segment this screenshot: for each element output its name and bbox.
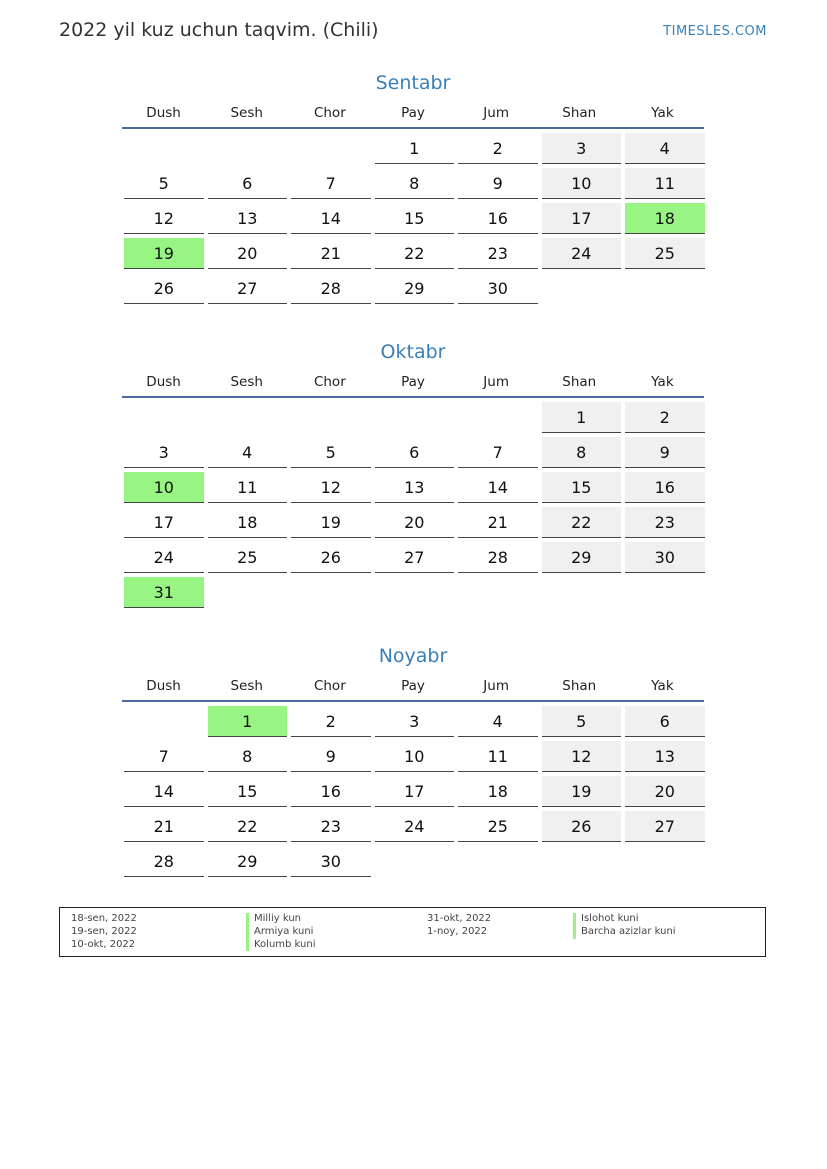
empty-cell — [208, 577, 288, 608]
weekday-label: Pay — [401, 374, 425, 390]
legend-dates-left — [71, 913, 137, 951]
day-cell[interactable]: 27 — [375, 542, 455, 573]
day-cell[interactable]: 9 — [458, 168, 538, 199]
weekday-label: Dush — [146, 105, 181, 121]
day-cell[interactable]: 14 — [124, 776, 204, 807]
empty-cell — [625, 577, 705, 608]
day-cell[interactable]: 17 — [542, 203, 622, 234]
day-cell[interactable]: 21 — [458, 507, 538, 538]
empty-cell — [458, 577, 538, 608]
empty-cell — [208, 402, 288, 433]
weekday-label: Jum — [483, 374, 509, 390]
weekday-label: Yak — [651, 374, 674, 390]
legend-date: 31-okt, 2022 — [427, 913, 492, 924]
empty-cell — [375, 846, 455, 877]
day-cell[interactable]: 27 — [208, 273, 288, 304]
day-cell[interactable]: 24 — [375, 811, 455, 842]
legend-names-left — [246, 913, 316, 951]
day-cell[interactable]: 14 — [291, 203, 371, 234]
day-cell[interactable]: 9 — [625, 437, 705, 468]
legend-date: 10-okt, 2022 — [71, 938, 136, 950]
day-cell[interactable]: 7 — [458, 437, 538, 468]
day-cell[interactable]: 12 — [291, 472, 371, 503]
day-cell[interactable]: 28 — [291, 273, 371, 304]
day-cell[interactable]: 8 — [542, 437, 622, 468]
day-cell[interactable]: 25 — [208, 542, 288, 573]
day-cell[interactable]: 28 — [124, 846, 204, 877]
day-cell[interactable]: 22 — [375, 238, 455, 269]
weekday-label: Yak — [651, 105, 674, 121]
day-cell[interactable]: 9 — [291, 741, 371, 772]
holiday-day-cell[interactable]: 1 — [208, 706, 288, 737]
day-cell[interactable]: 2 — [291, 706, 371, 737]
day-cell[interactable]: 20 — [375, 507, 455, 538]
day-cell[interactable]: 4 — [625, 133, 705, 164]
day-cell[interactable]: 30 — [291, 846, 371, 877]
day-cell[interactable]: 6 — [625, 706, 705, 737]
day-cell[interactable]: 5 — [542, 706, 622, 737]
day-cell[interactable]: 17 — [375, 776, 455, 807]
legend-holiday-name: Kolumb kuni — [246, 939, 316, 952]
day-cell[interactable]: 20 — [208, 238, 288, 269]
day-cell[interactable]: 24 — [124, 542, 204, 573]
day-cell[interactable]: 13 — [625, 741, 705, 772]
weekday-label: Chor — [313, 678, 346, 694]
legend-date: 18-sen, 2022 — [71, 913, 137, 924]
day-cell[interactable]: 10 — [542, 168, 622, 199]
day-cell[interactable]: 19 — [291, 507, 371, 538]
day-cell[interactable]: 30 — [625, 542, 705, 573]
legend-holiday-name: Barcha azizlar kuni — [573, 926, 676, 939]
day-cell[interactable]: 15 — [375, 203, 455, 234]
empty-cell — [124, 706, 204, 737]
day-cell[interactable]: 15 — [542, 472, 622, 503]
day-cell[interactable]: 18 — [208, 507, 288, 538]
legend-date: 1-noy, 2022 — [427, 925, 488, 937]
weekday-header — [122, 103, 704, 129]
day-cell[interactable]: 16 — [291, 776, 371, 807]
empty-cell — [375, 577, 455, 608]
holiday-day-cell[interactable]: 10 — [124, 472, 204, 503]
day-cell[interactable]: 27 — [625, 811, 705, 842]
weekday-header — [122, 676, 704, 702]
legend-names-right — [573, 913, 676, 939]
day-cell[interactable]: 5 — [291, 437, 371, 468]
weekday-label: Dush — [146, 374, 181, 390]
day-cell[interactable]: 19 — [542, 776, 622, 807]
day-cell[interactable]: 14 — [458, 472, 538, 503]
month-title: Oktabr — [380, 341, 446, 363]
day-cell[interactable]: 11 — [625, 168, 705, 199]
empty-cell — [124, 402, 204, 433]
weekday-label: Dush — [146, 678, 181, 694]
weekday-label: Yak — [651, 678, 674, 694]
month-september — [122, 68, 704, 308]
legend-holiday-name: Milliy kun — [246, 913, 316, 926]
day-cell[interactable]: 23 — [458, 238, 538, 269]
day-grid — [122, 402, 704, 612]
day-cell[interactable]: 21 — [291, 238, 371, 269]
day-cell[interactable]: 16 — [458, 203, 538, 234]
month-title: Sentabr — [375, 72, 451, 94]
empty-cell — [291, 402, 371, 433]
day-cell[interactable]: 6 — [208, 168, 288, 199]
day-cell[interactable]: 13 — [208, 203, 288, 234]
empty-cell — [542, 273, 622, 304]
day-cell[interactable]: 4 — [208, 437, 288, 468]
empty-cell — [458, 402, 538, 433]
day-cell[interactable]: 2 — [458, 133, 538, 164]
month-title: Noyabr — [378, 645, 448, 667]
day-cell[interactable]: 12 — [124, 203, 204, 234]
day-cell[interactable]: 25 — [625, 238, 705, 269]
day-cell[interactable]: 12 — [542, 741, 622, 772]
day-cell[interactable]: 7 — [124, 741, 204, 772]
day-cell[interactable]: 30 — [458, 273, 538, 304]
day-cell[interactable]: 18 — [458, 776, 538, 807]
day-cell[interactable]: 17 — [124, 507, 204, 538]
day-cell[interactable]: 16 — [625, 472, 705, 503]
empty-cell — [124, 133, 204, 164]
weekday-label: Shan — [562, 678, 597, 694]
day-cell[interactable]: 11 — [208, 472, 288, 503]
weekday-label: Chor — [313, 105, 346, 121]
weekday-label: Chor — [313, 374, 346, 390]
day-cell[interactable]: 29 — [375, 273, 455, 304]
day-cell[interactable]: 20 — [625, 776, 705, 807]
day-cell[interactable]: 1 — [542, 402, 622, 433]
legend-date: 19-sen, 2022 — [71, 925, 137, 937]
holiday-day-cell[interactable]: 18 — [625, 203, 705, 234]
weekday-label: Pay — [401, 678, 425, 694]
day-cell[interactable]: 23 — [291, 811, 371, 842]
legend-holiday-name: Islohot kuni — [573, 913, 676, 926]
day-cell[interactable]: 22 — [542, 507, 622, 538]
day-cell[interactable]: 24 — [542, 238, 622, 269]
day-cell[interactable]: 29 — [542, 542, 622, 573]
weekday-label: Sesh — [230, 105, 263, 121]
weekday-label: Jum — [483, 678, 509, 694]
weekday-label: Sesh — [230, 374, 263, 390]
day-cell[interactable]: 29 — [208, 846, 288, 877]
empty-cell — [542, 846, 622, 877]
legend-dates-right — [427, 913, 491, 939]
empty-cell — [291, 133, 371, 164]
day-cell[interactable]: 22 — [208, 811, 288, 842]
empty-cell — [208, 133, 288, 164]
day-cell[interactable]: 13 — [375, 472, 455, 503]
day-cell[interactable]: 26 — [542, 811, 622, 842]
empty-cell — [291, 577, 371, 608]
day-cell[interactable]: 26 — [291, 542, 371, 573]
day-cell[interactable]: 4 — [458, 706, 538, 737]
month-november — [122, 641, 704, 881]
day-cell[interactable]: 26 — [124, 273, 204, 304]
weekday-label: Shan — [562, 105, 597, 121]
day-cell[interactable]: 3 — [375, 706, 455, 737]
empty-cell — [458, 846, 538, 877]
day-cell[interactable]: 25 — [458, 811, 538, 842]
page-title: 2022 yil kuz uchun taqvim. (Chili) — [59, 19, 379, 41]
day-grid — [122, 706, 704, 881]
holiday-day-cell[interactable]: 31 — [124, 577, 204, 608]
weekday-label: Jum — [483, 105, 509, 121]
day-cell[interactable]: 2 — [625, 402, 705, 433]
day-cell[interactable]: 28 — [458, 542, 538, 573]
day-cell[interactable]: 6 — [375, 437, 455, 468]
day-cell[interactable]: 5 — [124, 168, 204, 199]
weekday-label: Sesh — [230, 678, 263, 694]
day-cell[interactable]: 3 — [124, 437, 204, 468]
holiday-day-cell[interactable]: 19 — [124, 238, 204, 269]
day-cell[interactable]: 15 — [208, 776, 288, 807]
day-cell[interactable]: 8 — [375, 168, 455, 199]
empty-cell — [625, 273, 705, 304]
holiday-legend — [59, 907, 766, 957]
day-cell[interactable]: 11 — [458, 741, 538, 772]
weekday-label: Pay — [401, 105, 425, 121]
day-cell[interactable]: 21 — [124, 811, 204, 842]
day-cell[interactable]: 1 — [375, 133, 455, 164]
empty-cell — [625, 846, 705, 877]
day-cell[interactable]: 8 — [208, 741, 288, 772]
brand-link[interactable]: TIMESLES.COM — [663, 24, 767, 39]
empty-cell — [375, 402, 455, 433]
day-cell[interactable]: 10 — [375, 741, 455, 772]
day-cell[interactable]: 23 — [625, 507, 705, 538]
month-october — [122, 337, 704, 612]
weekday-header — [122, 372, 704, 398]
empty-cell — [542, 577, 622, 608]
legend-holiday-name: Armiya kuni — [246, 926, 316, 939]
day-cell[interactable]: 7 — [291, 168, 371, 199]
weekday-label: Shan — [562, 374, 597, 390]
day-cell[interactable]: 3 — [542, 133, 622, 164]
day-grid — [122, 133, 704, 308]
